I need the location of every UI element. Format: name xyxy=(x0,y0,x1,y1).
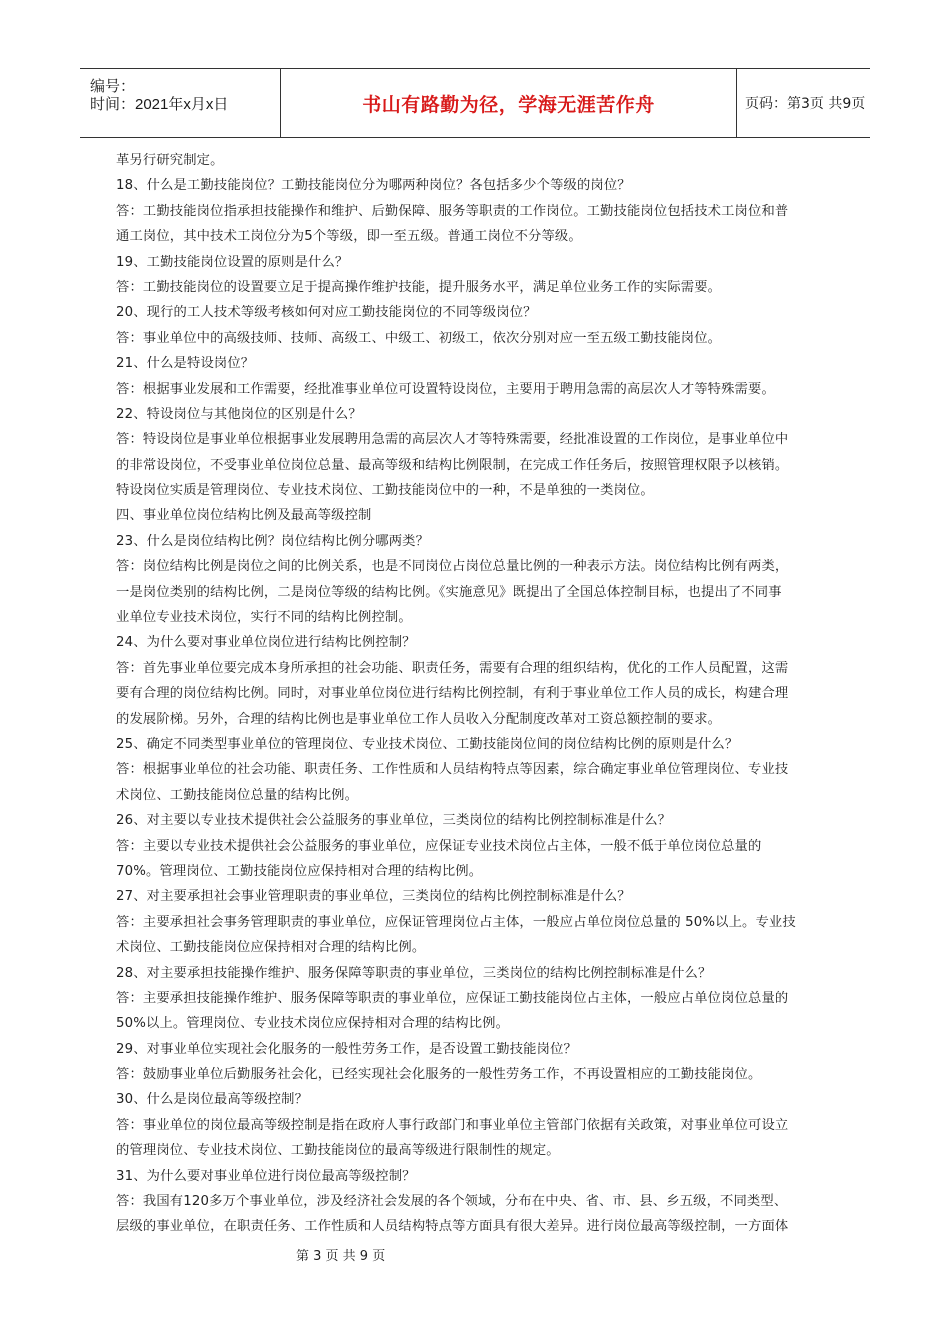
text-line: 的管理岗位、专业技术岗位、工勤技能岗位的最高等级进行限制性的规定。 xyxy=(116,1143,560,1159)
text-line: 50%以上。管理岗位、专业技术岗位应保持相对合理的结构比例。 xyxy=(116,1016,510,1032)
text-line: 一是岗位类别的结构比例，二是岗位等级的结构比例。《实施意见》既提出了全国总体控制目标，也提出了不同事 xyxy=(116,584,782,600)
text-line: 答：主要承担社会事务管理职责的事业单位，应保证管理岗位占主体，一般应占单位岗位总量的 50%以上。专业技 xyxy=(116,914,796,930)
text-line: 70%。管理岗位、工勤技能岗位应保持相对合理的结构比例。 xyxy=(116,863,483,879)
text-line: 22、特设岗位与其他岗位的区别是什么？ xyxy=(116,406,362,422)
text-line: 答：根据事业单位的社会功能、职责任务、工作性质和人员结构特点等因素，综合确定事业单位管理岗位、专业技 xyxy=(116,762,789,778)
text-line: 18、什么是工勤技能岗位？工勤技能岗位分为哪两种岗位？各包括多少个等级的岗位？ xyxy=(116,178,631,194)
header-meta xyxy=(80,69,280,137)
document-body xyxy=(116,148,836,1240)
header-motto: 书山有路勤为径，学海无涯苦作舟 xyxy=(280,69,737,137)
text-line: 答：鼓励事业单位后勤服务社会化，已经实现社会化服务的一般性劳务工作，不再设置相应的工勤技能岗位。 xyxy=(116,1067,762,1083)
text-line: 业单位专业技术岗位，实行不同的结构比例控制。 xyxy=(116,610,412,626)
text-line: 23、什么是岗位结构比例？岗位结构比例分哪两类？ xyxy=(116,533,430,549)
text-line: 答：岗位结构比例是岗位之间的比例关系，也是不同岗位占岗位总量比例的一种表示方法。岗位结构比例有两类， xyxy=(116,559,789,575)
text-line: 答：首先事业单位要完成本身所承担的社会功能、职责任务，需要有合理的组织结构，优化的工作人员配置，这需 xyxy=(116,660,789,676)
text-line: 21、什么是特设岗位？ xyxy=(116,356,255,372)
text-line: 25、确定不同类型事业单位的管理岗位、专业技术岗位、工勤技能岗位间的岗位结构比例的原则是什么？ xyxy=(116,736,739,752)
text-line: 答：特设岗位是事业单位根据事业发展聘用急需的高层次人才等特殊需要，经批准设置的工作岗位，是事业单位中 xyxy=(116,432,789,448)
text-line: 24、为什么要对事业单位岗位进行结构比例控制？ xyxy=(116,635,416,651)
document-date-label: 时间：2021年x月x日 xyxy=(90,96,229,113)
text-line: 28、对主要承担技能操作维护、服务保障等职责的事业单位，三类岗位的结构比例控制标准是什么？ xyxy=(116,965,712,981)
text-line: 29、对事业单位实现社会化服务的一般性劳务工作，是否设置工勤技能岗位？ xyxy=(116,1041,577,1057)
text-line: 31、为什么要对事业单位进行岗位最高等级控制？ xyxy=(116,1168,416,1184)
text-line: 答：工勤技能岗位的设置要立足于提高操作维护技能，提升服务水平，满足单位业务工作的实际需要。 xyxy=(116,279,722,295)
text-line: 革另行研究制定。 xyxy=(116,153,224,168)
text-line: 层级的事业单位，在职责任务、工作性质和人员结构特点等方面具有很大差异。进行岗位最高等级控制，一方面体 xyxy=(116,1219,789,1235)
text-line: 答：工勤技能岗位指承担技能操作和维护、后勤保障、服务等职责的工作岗位。工勤技能岗位包括技术工岗位和普 xyxy=(116,203,789,219)
text-line: 术岗位、工勤技能岗位总量的结构比例。 xyxy=(116,787,359,803)
text-line: 答：事业单位中的高级技师、技师、高级工、中级工、初级工，依次分别对应一至五级工勤技能岗位。 xyxy=(116,330,722,346)
header-page-number: 页码：第3页 共9页 xyxy=(745,96,866,112)
text-line: 30、什么是岗位最高等级控制？ xyxy=(116,1092,309,1108)
text-line: 答：根据事业发展和工作需要，经批准事业单位可设置特设岗位，主要用于聘用急需的高层次人才等特殊需要。 xyxy=(116,381,775,397)
text-line: 术岗位、工勤技能岗位应保持相对合理的结构比例。 xyxy=(116,940,426,956)
page-header xyxy=(80,68,870,138)
text-line: 要有合理的岗位结构比例。同时，对事业单位岗位进行结构比例控制，有利于事业单位工作人员的成长，构建合理 xyxy=(116,686,789,702)
text-line: 27、对主要承担社会事业管理职责的事业单位，三类岗位的结构比例控制标准是什么？ xyxy=(116,889,631,905)
text-line: 19、工勤技能岗位设置的原则是什么？ xyxy=(116,254,349,270)
text-line: 26、对主要以专业技术提供社会公益服务的事业单位，三类岗位的结构比例控制标准是什么？ xyxy=(116,813,672,829)
text-line: 答：事业单位的岗位最高等级控制是指在政府人事行政部门和事业单位主管部门依据有关政策，对事业单位可设立 xyxy=(116,1117,789,1133)
document-number-label: 编号： xyxy=(90,78,136,95)
text-line: 特设岗位实质是管理岗位、专业技术岗位、工勤技能岗位中的一种，不是单独的一类岗位。 xyxy=(116,483,654,499)
text-line: 的发展阶梯。另外，合理的结构比例也是事业单位工作人员收入分配制度改革对工资总额控制的要求。 xyxy=(116,711,722,727)
text-line: 的非常设岗位，不受事业单位岗位总量、最高等级和结构比例限制，在完成工作任务后，按照管理权限予以核销。 xyxy=(116,457,789,473)
text-line: 答：主要以专业技术提供社会公益服务的事业单位，应保证专业技术岗位占主体，一般不低于单位岗位总量的 xyxy=(116,838,762,854)
text-line: 通工岗位，其中技术工岗位分为5个等级，即一至五级。普通工岗位不分等级。 xyxy=(116,229,582,245)
text-line: 答：主要承担技能操作维护、服务保障等职责的事业单位，应保证工勤技能岗位占主体，一般应占单位岗位总量的 xyxy=(116,990,789,1006)
text-line: 四、事业单位岗位结构比例及最高等级控制 xyxy=(116,508,372,524)
text-line: 20、现行的工人技术等级考核如何对应工勤技能岗位的不同等级岗位？ xyxy=(116,305,537,321)
text-line: 答：我国有120多万个事业单位，涉及经济社会发展的各个领域，分布在中央、省、市、县、乡五级，不同类型、 xyxy=(116,1194,788,1210)
page-footer: 第 3 页 共 9 页 xyxy=(296,1249,386,1264)
